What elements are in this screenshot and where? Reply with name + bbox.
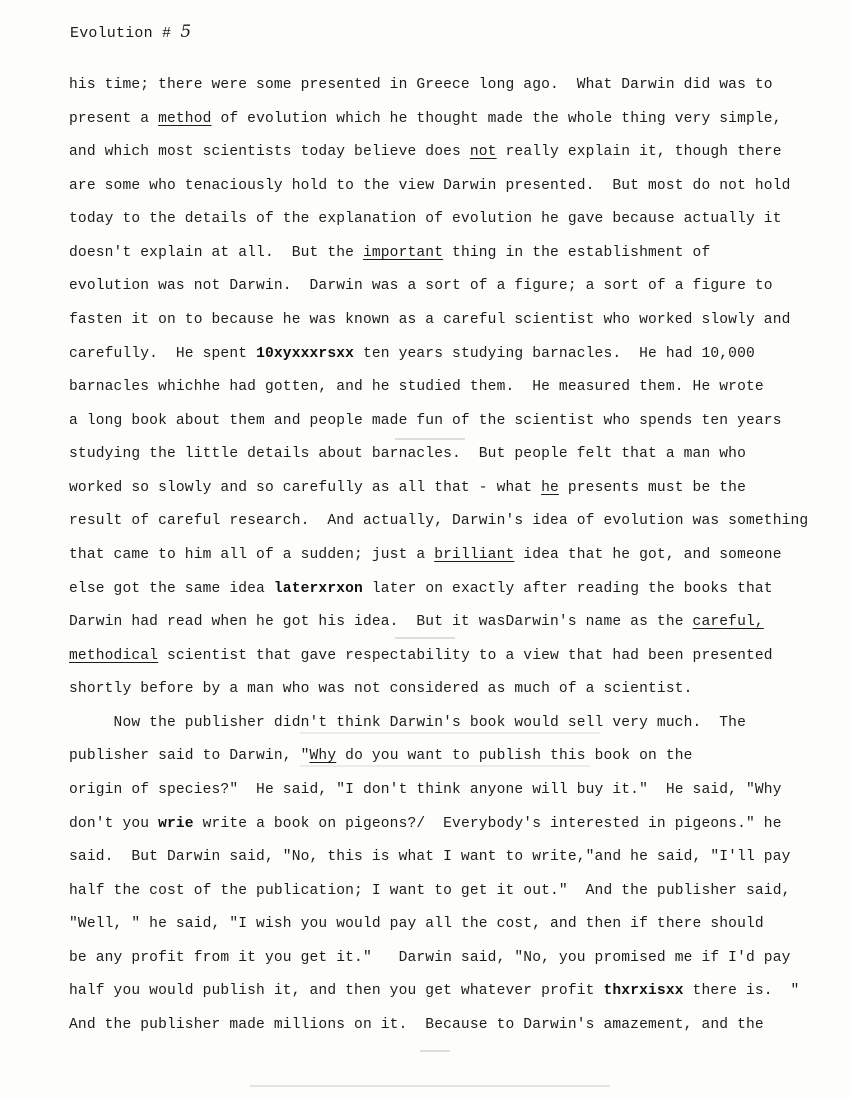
text-run: fasten it on to because he was known as a careful scientist who worked slowly and [69,311,791,328]
text-run: said. But Darwin said, "No, this is what I want to write,"and he said, "I'll pay [69,849,791,866]
text-line [69,748,693,764]
text-run: thing in the establishment of [443,244,711,261]
text-line [69,782,782,798]
text-line [69,581,773,597]
header-title: Evolution # [70,25,181,42]
text-line [69,513,808,529]
struck-out-typing: wrie [158,815,194,832]
bleed-through-mark [420,1050,450,1052]
text-line [69,346,755,362]
text-run: Darwin had read when he got his idea. But it wasDarwin's name as the [69,614,693,631]
text-line [69,413,782,429]
bleed-through-mark [395,637,455,639]
text-run: today to the details of the explanation of evolution he gave because actually it [69,211,782,228]
text-run: half you would publish it, and then you get whatever profit [69,983,604,1000]
text-run: origin of species?" He said, "I don't think anyone will buy it." He said, "Why [69,781,782,798]
underlined-word: method [158,110,212,127]
text-line [69,816,782,832]
text-line [69,111,782,127]
text-line [69,77,773,93]
text-run: are some who tenaciously hold to the view Darwin presented. But most do not hold [69,177,791,194]
text-run: Now the publisher didn't think Darwin's book would sell very much. The [69,714,746,731]
text-line [69,715,746,731]
text-run: half the cost of the publication; I want to get it out." And the publisher said, [69,882,791,899]
underlined-word: Why [309,748,337,765]
text-run: a long book about them and people made fun of the scientist who spends ten years [69,412,782,429]
text-run: presents must be the [558,479,746,496]
text-run: And the publisher made millions on it. Because to Darwin's amazement, and the [69,1016,764,1033]
text-run: be any profit from it you get it." Darwin said, "No, you promised me if I'd pay [69,949,791,966]
text-line [69,983,799,999]
text-run: evolution was not Darwin. Darwin was a sort of a figure; a sort of a figure to [69,278,773,295]
bleed-through-mark [300,765,590,767]
text-run: doesn't explain at all. But the [69,244,363,261]
bleed-through-mark [300,732,600,734]
text-line [69,379,764,395]
text-line [69,178,791,194]
text-line [69,278,773,294]
text-line [69,916,764,932]
text-line [69,446,746,462]
text-run: worked so slowly and so carefully as all that - what [69,479,542,496]
text-run: ten years studying barnacles. He had 10,000 [354,345,755,362]
text-run: "Well, " he said, "I wish you would pay all the cost, and then if there should [69,916,764,933]
text-line [69,849,791,865]
text-line [69,950,791,966]
text-line [69,211,782,227]
text-line [69,312,791,328]
text-line [69,883,791,899]
struck-out-typing: thxrxisxx [603,983,684,1000]
underlined-word: important [362,244,444,261]
page-header [70,22,191,42]
text-run: there is. " [683,983,800,1000]
underlined-word: brilliant [434,546,515,563]
text-run: later on exactly after reading the books that [362,580,773,597]
text-run: his time; there were some presented in Greece long ago. What Darwin did was to [69,77,773,93]
struck-out-typing: 10xyxxxrsxx [256,345,355,362]
underlined-word: he [541,479,559,496]
text-run: of evolution which he thought made the whole thing very simple, [211,110,782,127]
underlined-word: not [469,144,497,161]
text-run: barnacles whichhe had gotten, and he studied them. He measured them. He wrote [69,379,764,396]
text-line [69,245,710,261]
text-run: result of careful research. And actually, Darwin's idea of evolution was something [69,513,809,530]
text-run: really explain it, though there [496,144,782,161]
text-line [69,480,746,496]
text-run: write a book on pigeons?/ Everybody's interested in pigeons." he [193,815,782,832]
bleed-through-mark [395,438,465,440]
text-line [69,1017,764,1033]
text-run: and which most scientists today believe does [69,144,470,161]
text-line [69,614,764,630]
text-run: studying the little details about barnacles. But people felt that a man who [69,446,746,463]
text-line [69,681,693,697]
underlined-word: careful, [692,614,764,631]
text-run: present a [69,110,159,127]
text-line [69,144,782,160]
text-run: carefully. He spent [69,345,257,362]
struck-out-typing: laterxrxon [273,580,363,597]
underlined-word: methodical [69,647,159,664]
text-run: else got the same idea [69,580,274,597]
text-run: shortly before by a man who was not considered as much of a scientist. [69,681,693,698]
text-run: don't you [69,815,159,832]
page-number: 5 [180,22,192,42]
text-run: idea that he got, and someone [514,546,782,563]
text-run: scientist that gave respectability to a view that had been presented [158,647,773,664]
text-line [69,547,782,563]
text-run: do you want to publish this book on the [336,748,693,765]
text-run: that came to him all of a sudden; just a [69,546,435,563]
text-run: publisher said to Darwin, " [69,748,310,765]
bleed-through-mark [250,1085,610,1087]
text-line [69,648,773,664]
